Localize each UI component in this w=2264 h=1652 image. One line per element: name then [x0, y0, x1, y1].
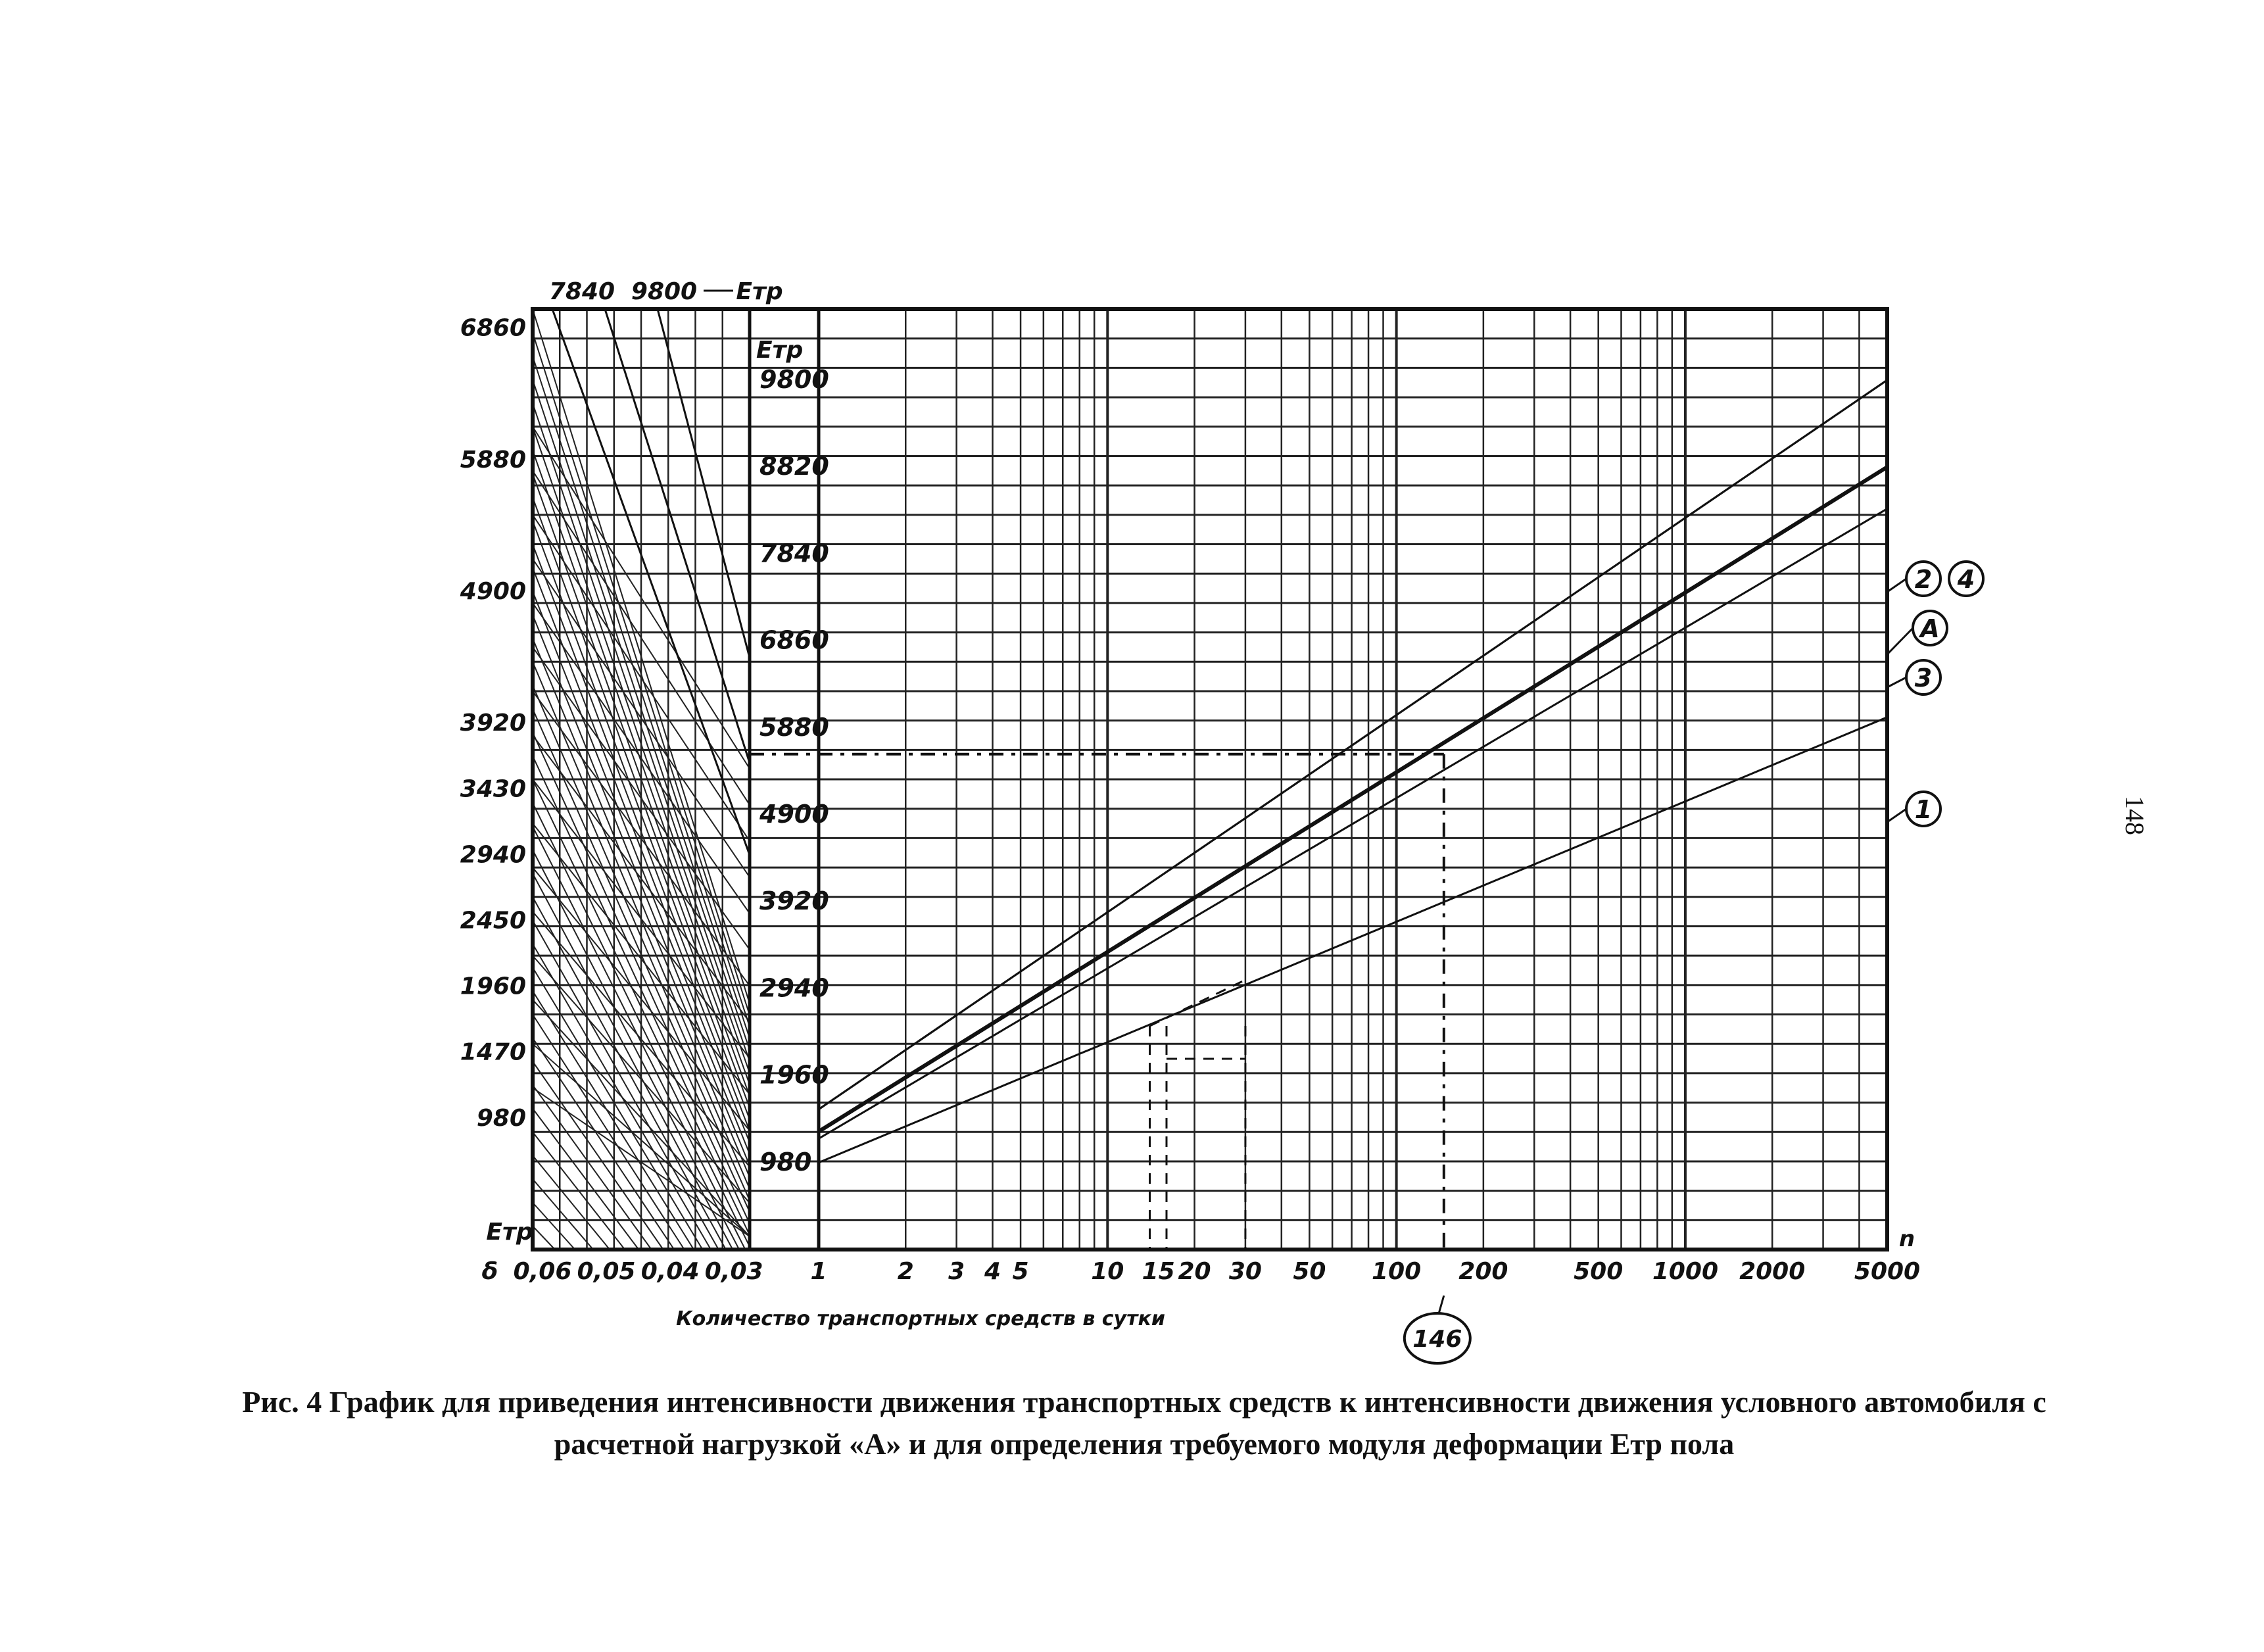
page-number: 148 [2120, 796, 2150, 835]
series-line-1 [819, 717, 1887, 1163]
chart-series [819, 380, 1887, 1163]
left-tick-label: 2940 [460, 841, 526, 869]
x-tick-label: 20 [1178, 1258, 1211, 1285]
top-arrow-label: Етр [736, 278, 783, 305]
x-tick-label: 2000 [1739, 1258, 1806, 1285]
left-tick-label: 3920 [460, 710, 526, 737]
nomogram-fan-line [533, 1155, 610, 1250]
caption-line-1: Рис. 4 График для приведения интенсивности движения транспортных средств к интенсивности движения условного автомобиля с [242, 1385, 2046, 1419]
nomogram-fan-line [533, 1179, 593, 1250]
x-axis-label: Количество транспортных средств в сутки [676, 1307, 1165, 1330]
nomogram-fan-line [533, 1226, 555, 1250]
series-label-4: 4 [1957, 565, 1975, 594]
x-tick-label: 3 [948, 1258, 965, 1285]
left-tick-label: 2450 [460, 907, 526, 935]
series-label-А: А [1920, 614, 1940, 643]
x-tick-label: 1 [810, 1258, 827, 1285]
coef-tick-label: 0,06 [513, 1258, 572, 1285]
inner-axis-label: Етр [756, 336, 804, 364]
inner-tick-label: 980 [759, 1147, 812, 1177]
inner-tick-label: 5880 [759, 712, 829, 742]
inner-tick-label: 8820 [759, 452, 829, 481]
left-tick-label: 6860 [460, 314, 526, 342]
nomogram-fan-line [533, 1203, 575, 1250]
x-tick-label: 4 [984, 1258, 1001, 1285]
x-tick-label: 500 [1574, 1258, 1624, 1285]
nomogram-fan-line [533, 1109, 638, 1250]
series-label-1: 1 [1914, 795, 1933, 824]
x-tick-label: 5 [1012, 1258, 1029, 1285]
series-leader [1887, 809, 1906, 822]
inner-tick-label: 3920 [759, 887, 829, 916]
x-tick-label: 1000 [1652, 1258, 1719, 1285]
nomogram-fan-line [533, 1061, 663, 1250]
x-axis-symbol: n [1898, 1226, 1915, 1252]
left-tick-label: 4900 [460, 578, 526, 605]
series-line-4 [819, 380, 1887, 1109]
marked-n-leader [1439, 1296, 1444, 1314]
inner-tick-label: 2940 [759, 973, 829, 1003]
top-tick-label: 7840 [548, 278, 615, 305]
series-leader [1887, 677, 1906, 687]
series-leader [1887, 579, 1906, 592]
series-line-А [819, 467, 1887, 1131]
left-tick-label: 1960 [460, 973, 526, 1000]
x-tick-label: 15 [1142, 1258, 1175, 1285]
x-tick-label: 2 [897, 1258, 914, 1285]
series-label-3: 3 [1914, 664, 1933, 692]
left-tick-label: 3430 [460, 775, 526, 803]
example-construction [750, 754, 1444, 1250]
coef-tick-label: 0,04 [640, 1258, 700, 1285]
inner-tick-label: 4900 [759, 799, 829, 829]
x-tick-label: 5000 [1854, 1258, 1921, 1285]
inner-tick-label: 1960 [759, 1060, 829, 1090]
coef-tick-label: 0,05 [577, 1258, 636, 1285]
series-leader [1887, 628, 1913, 654]
x-tick-label: 50 [1293, 1258, 1326, 1285]
top-tick-label: 9800 [631, 278, 698, 305]
nomogram-fan-line [533, 1038, 674, 1250]
nomogram-fan-line [533, 967, 702, 1250]
x-tick-label: 30 [1228, 1258, 1262, 1285]
inner-tick-label: 6860 [759, 625, 829, 655]
inner-tick-label: 7840 [759, 539, 829, 568]
figure-caption [158, 1381, 2131, 1465]
nomogram-main-line [605, 309, 750, 763]
x-tick-label: 100 [1372, 1258, 1422, 1285]
left-tick-label: 1470 [460, 1038, 526, 1066]
nomogram-main-line [658, 309, 750, 658]
left-tick-label: 5880 [460, 446, 526, 474]
coef-axis-symbol: δ [481, 1258, 498, 1285]
left-tick-label: 980 [476, 1104, 526, 1132]
series-label-2: 2 [1914, 565, 1933, 594]
x-tick-label: 10 [1091, 1258, 1124, 1285]
x-tick-label: 200 [1458, 1258, 1508, 1285]
coef-tick-label: 0,03 [704, 1258, 763, 1285]
marked-n-label: 146 [1412, 1326, 1462, 1353]
inner-tick-label: 9800 [759, 364, 829, 394]
left-axis-label: Етр [486, 1219, 533, 1246]
caption-line-2: расчетной нагрузкой «А» и для определения требуемого модуля деформации Етр пола [554, 1427, 1735, 1461]
